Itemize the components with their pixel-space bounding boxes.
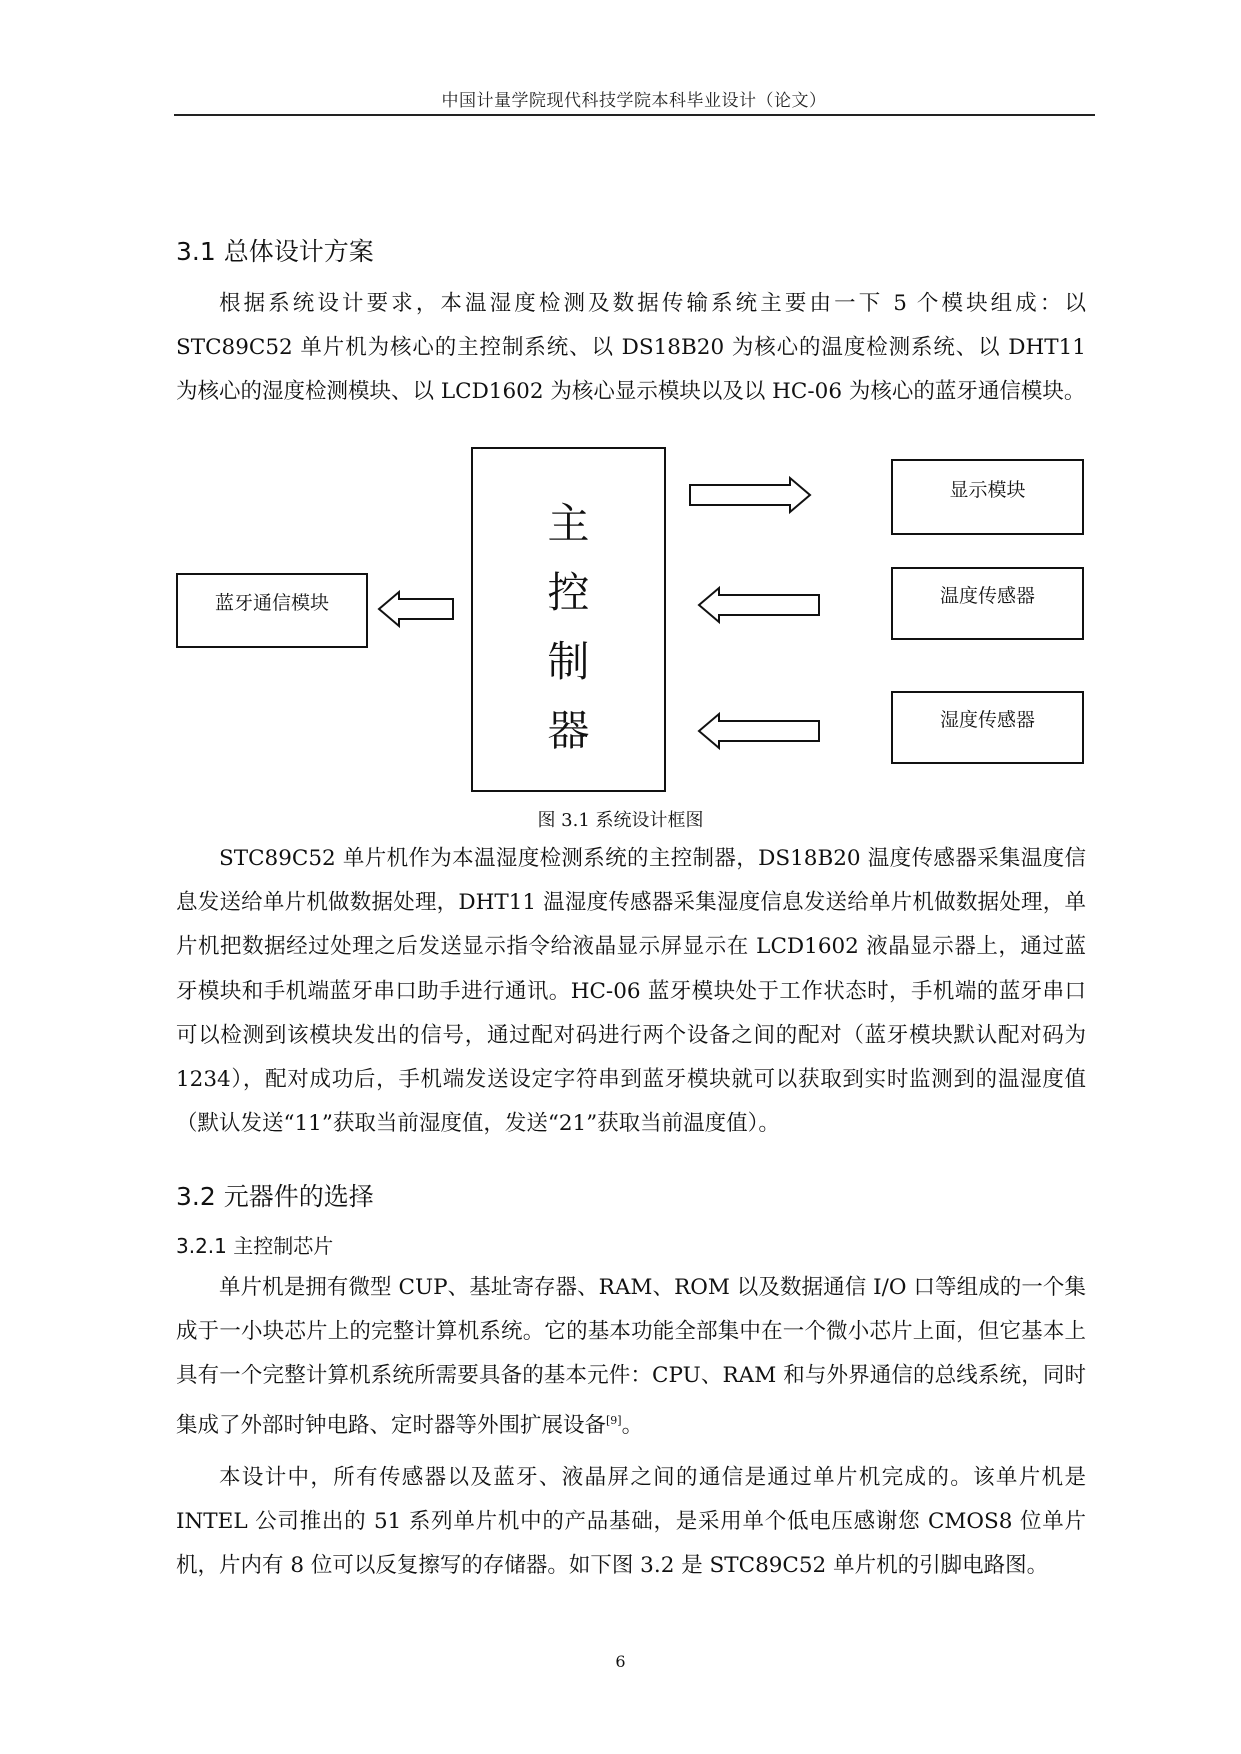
section-3-1-intro: 根据系统设计要求，本温湿度检测及数据传输系统主要由一下 5 个模块组成：以 STC89C52 单片机为核心的主控制系统、以 DS18B20 为核心的温度检测系统、以 DHT11 为核心的湿度检测模块、以 LCD1602 为核心显示模块以及以 HC-06 为核心的蓝牙通信模块。 xyxy=(176,291,1086,405)
section-3-1-title: 3.1 总体设计方案 xyxy=(176,237,374,266)
paragraph-text: 单片机是拥有微型 CUP、基址寄存器、RAM、ROM 以及数据通信 I/O 口等组成的一个集成于一小块芯片上的完整计算机系统。它的基本功能全部集中在一个微小芯片上面，但它基本上具有一个完整计算机系统所需要具备的基本元件：CPU、RAM 和与外界通信的总线系统，同时集成了外部时钟电路、定时器等外围扩展设备 xyxy=(176,1275,1086,1438)
section-3-1-description: STC89C52 单片机作为本温湿度检测系统的主控制器，DS18B20 温度传感器采集温度信息发送给单片机做数据处理，DHT11 温湿度传感器采集湿度信息发送给单片机做数据处理，单片机把数据经过处理之后发送显示指令给液晶显示屏显示在 LCD1602 液晶显示器上，通过蓝牙模块和手机端蓝牙串口助手进行通讯。HC-06 蓝牙模块处于工作状态时，手机端的蓝牙串口可以检测到该模块发出的信号，通过配对码进行两个设备之间的配对（蓝牙模块默认配对码为 1234），配对成功后，手机端发送设定字符串到蓝牙模块就可以获取到实时监测到的温湿度值（默认发送“11”获取当前湿度值，发送“21”获取当前温度值）。 xyxy=(176,846,1086,1137)
arrow-to-display xyxy=(690,478,810,512)
display-module-label: 显示模块 xyxy=(949,479,1026,501)
main-controller-char: 主 xyxy=(547,499,590,548)
citation-ref: [9] xyxy=(606,1413,622,1427)
main-controller-char: 控 xyxy=(547,568,590,617)
paragraph-end: 。 xyxy=(621,1412,644,1438)
main-controller-char: 制 xyxy=(547,637,590,686)
arrow-from-humidity xyxy=(699,714,819,748)
section-3-2-1-title: 3.2.1 主控制芯片 xyxy=(176,1234,334,1258)
bluetooth-module-label: 蓝牙通信模块 xyxy=(214,592,329,614)
arrow-to-bluetooth xyxy=(379,592,453,626)
section-3-2-title: 3.2 元器件的选择 xyxy=(176,1182,374,1211)
running-header: 中国计量学院现代科技学院本科毕业设计（论文） xyxy=(441,91,827,111)
figure-caption: 图 3.1 系统设计框图 xyxy=(537,810,704,831)
main-controller-char: 器 xyxy=(547,706,590,755)
arrow-from-temperature xyxy=(699,588,819,622)
temperature-sensor-label: 温度传感器 xyxy=(939,585,1035,607)
page-number: 6 xyxy=(615,1652,626,1671)
humidity-sensor-label: 湿度传感器 xyxy=(939,709,1035,731)
section-3-2-1-paragraph-1 xyxy=(176,1266,1086,1448)
section-3-2-1-paragraph-2: 本设计中，所有传感器以及蓝牙、液晶屏之间的通信是通过单片机完成的。该单片机是 INTEL 公司推出的 51 系列单片机中的产品基础，是采用单个低电压感谢您 CMOS8 位单片机，片内有 8 位可以反复擦写的存储器。如下图 3.2 是 STC89C52 单片机的引脚电路图。 xyxy=(176,1465,1086,1579)
